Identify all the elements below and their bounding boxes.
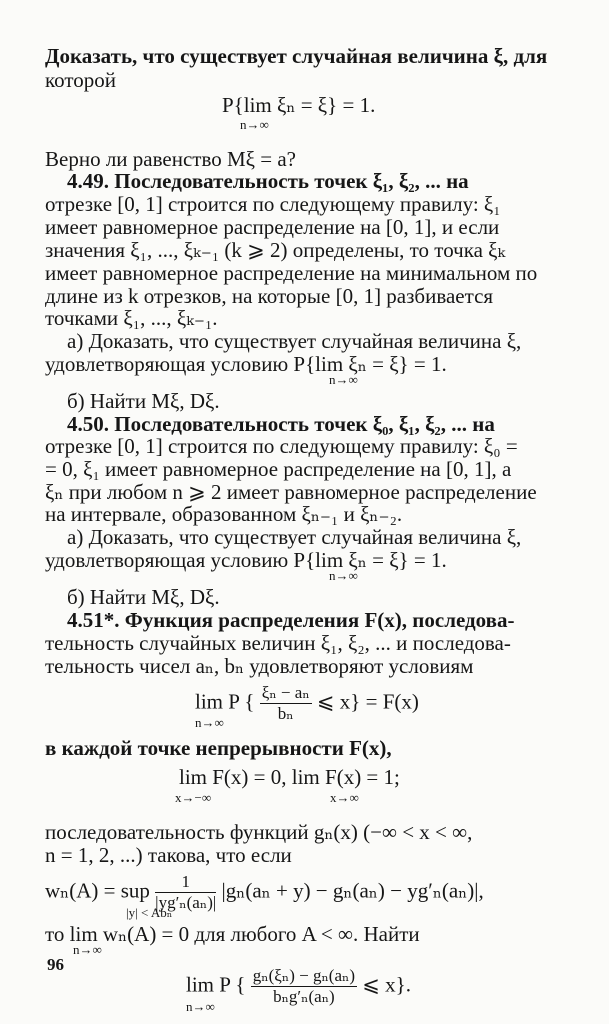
text-line-1: Доказать, что существует случайная величина ξ, для [45, 44, 548, 68]
text-line-25: в каждой точке непрерывности F(x), [45, 736, 392, 760]
formula-5-numerator: gₙ(ξₙ) − gₙ(aₙ) [252, 966, 356, 985]
text-line-27: n = 1, 2, ...) такова, что если [45, 843, 292, 867]
formula-5-subscript: n→∞ [186, 999, 215, 1014]
text-line-13: б) Найти Mξ, Dξ. [67, 389, 220, 413]
text-line-11: а) Доказать, что существует случайная величина ξ, [67, 329, 522, 353]
text-line-19: а) Доказать, что существует случайная величина ξ, [67, 525, 522, 549]
text-line-26: последовательность функций gₙ(x) (−∞ < x < ∞, [45, 820, 473, 844]
formula-3-text: lim F(x) = 0, lim F(x) = 1; [179, 765, 400, 789]
formula-4-numerator: 1 [155, 872, 216, 893]
text-line-15: отрезке [0, 1] строится по следующему правилу: ξ₀ = [45, 434, 518, 458]
text-line-10: точками ξ₁, ..., ξₖ₋₁. [45, 306, 218, 330]
formula-4 [45, 872, 484, 913]
text-line-7: значения ξ₁, ..., ξₖ₋₁ (k ⩾ 2) определены, то точка ξₖ [45, 238, 506, 262]
formula-5-fraction [251, 966, 357, 1007]
text-line-28: то lim wₙ(A) = 0 для любого A < ∞. Найти [45, 922, 420, 946]
text-line-2: которой [45, 68, 116, 92]
problem-4-50-heading: 4.50. Последовательность точек ξ₀, ξ₁, ξ₂, ... на [67, 412, 495, 436]
formula-2-subscript: n→∞ [195, 715, 224, 730]
text-line-28-subscript: n→∞ [73, 942, 102, 957]
text-line-6: имеет равномерное распределение на [0, 1], и если [45, 215, 500, 239]
text-line-12: удовлетворяющая условию P{lim ξₙ = ξ} = 1. [45, 352, 447, 376]
formula-4-subscript: |y| < Abₙ [126, 905, 173, 920]
formula-5-rhs: ⩽ x}. [362, 972, 411, 997]
formula-4-rhs: |gₙ(aₙ + y) − gₙ(aₙ) − yg′ₙ(aₙ)|, [221, 878, 484, 903]
page-number: 96 [47, 955, 64, 974]
text-line-21: б) Найти Mξ, Dξ. [67, 585, 220, 609]
formula-4-denominator: |yg′ₙ(aₙ)| [155, 893, 217, 912]
formula-5: lim P { $\frac{\text{gₙ(ξₙ) − gₙ(aₙ)}}{\text{bₙg′ₙ(aₙ)}}$ ⩽ x}. [186, 966, 411, 1006]
formula-3-subscript-1: x→−∞ [175, 790, 212, 805]
formula-5-denominator: bₙg′ₙ(aₙ) [273, 987, 335, 1006]
text-line-18: на интервале, образованном ξₙ₋₁ и ξₙ₋₂. [45, 502, 403, 526]
formula-2: lim P { $\frac{\text{ξₙ − aₙ}}{\text{bₙ}}$ ⩽ x} = F(x) [195, 683, 419, 723]
formula-1-text: P{lim ξₙ = ξ} = 1. [222, 93, 376, 117]
condition-2-subscript: n→∞ [329, 568, 358, 583]
formula-5-lhs: lim P [186, 972, 231, 997]
formula-2-fraction [260, 683, 312, 724]
text-line-20: удовлетворяющая условию P{lim ξₙ = ξ} = 1. [45, 548, 447, 572]
text-line-8: имеет равномерное распределение на минимальном по [45, 261, 538, 285]
problem-4-51-heading: 4.51*. Функция распределения F(x), последова- [67, 608, 515, 632]
text-line-16: = 0, ξ₁ имеет равномерное распределение на [0, 1], а [45, 457, 512, 481]
formula-4-lhs: wₙ(A) = sup [45, 878, 150, 903]
condition-1-subscript: n→∞ [329, 372, 358, 387]
formula-3 [179, 765, 400, 790]
formula-1-subscript: n→∞ [240, 117, 269, 132]
formula-1 [222, 93, 375, 118]
formula-2-numerator: ξₙ − aₙ [261, 683, 310, 702]
text-line-24: тельность чисел aₙ, bₙ удовлетворяют условиям [45, 654, 474, 678]
problem-4-49-heading: 4.49. Последовательность точек ξ₁, ξ₂, ... на [67, 169, 469, 193]
text-line-9: длине из k отрезков, на которые [0, 1] разбивается [45, 284, 494, 308]
text-line-5: отрезке [0, 1] строится по следующему правилу: ξ₁ [45, 192, 501, 216]
formula-2-denominator: bₙ [277, 704, 294, 723]
formula-2-lhs: lim P [195, 689, 240, 714]
text-line-17: ξₙ при любом n ⩾ 2 имеет равномерное распределение [45, 480, 537, 504]
text-line-3: Верно ли равенство Mξ = a? [45, 147, 296, 171]
formula-2-rhs: ⩽ x} = F(x) [316, 689, 419, 714]
text-line-23: тельность случайных величин ξ₁, ξ₂, ... и последова- [45, 631, 511, 655]
formula-3-subscript-2: x→∞ [330, 790, 359, 805]
